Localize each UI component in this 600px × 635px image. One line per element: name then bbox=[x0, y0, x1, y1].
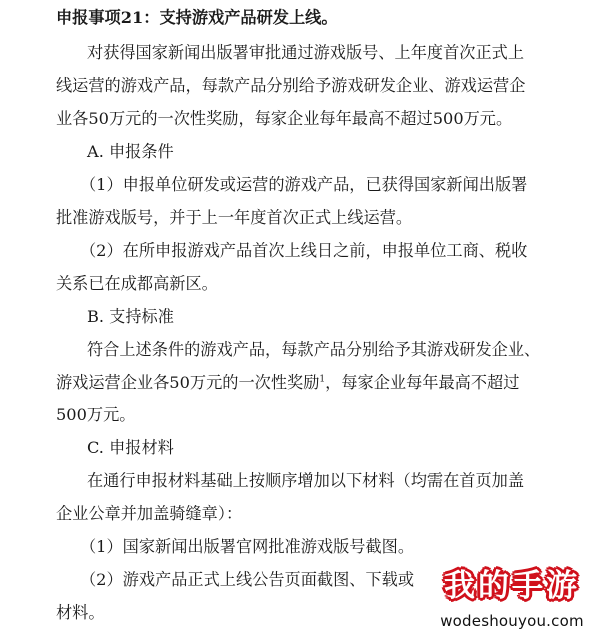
materials-line: 企业公章并加盖骑缝章）： bbox=[56, 504, 243, 523]
materials-line: （2）游戏产品正式上线公告页面截图、下载或 bbox=[80, 570, 415, 589]
watermark-url: wodeshouyou.com bbox=[440, 612, 584, 630]
intro-line: 业各50万元的一次性奖励，每家企业每年最高不超过500万元。 bbox=[56, 109, 513, 128]
materials-line: 材料。 bbox=[56, 603, 105, 622]
condition-line: （1）申报单位研发或运营的游戏产品，已获得国家新闻出版署 bbox=[80, 175, 528, 194]
intro-line: 对获得国家新闻出版署审批通过游戏版号、上年度首次正式上 bbox=[87, 43, 525, 62]
condition-line: 批准游戏版号，并于上一年度首次正式上线运营。 bbox=[56, 208, 413, 227]
standard-line bbox=[56, 373, 519, 393]
condition-line: （2）在所申报游戏产品首次上线日之前，申报单位工商、税收 bbox=[80, 241, 528, 260]
standard-text: 游戏运营企业各50万元的一次性奖励 bbox=[56, 373, 320, 392]
standard-text: ，每家企业每年最高不超过 bbox=[325, 373, 520, 392]
section-c-title: C. 申报材料 bbox=[87, 438, 174, 457]
materials-line: 在通行申报材料基础上按顺序增加以下材料（均需在首页加盖 bbox=[87, 471, 525, 490]
footnote-mark: 1 bbox=[319, 374, 326, 385]
watermark-logo-text: 我的手游 bbox=[444, 568, 580, 604]
item-heading: 申报事项21：支持游戏产品研发上线。 bbox=[56, 8, 338, 27]
intro-line: 线运营的游戏产品，每款产品分别给予游戏研发企业、游戏运营企 bbox=[56, 76, 526, 95]
materials-line: （1）国家新闻出版署官网批准游戏版号截图。 bbox=[80, 537, 415, 556]
section-a-title: A. 申报条件 bbox=[87, 142, 174, 161]
standard-line: 符合上述条件的游戏产品，每款产品分别给予其游戏研发企业、 bbox=[87, 340, 541, 359]
standard-line: 500万元。 bbox=[56, 405, 136, 424]
section-b-title: B. 支持标准 bbox=[87, 307, 174, 326]
site-watermark bbox=[424, 563, 600, 635]
condition-line: 关系已在成都高新区。 bbox=[56, 274, 218, 293]
